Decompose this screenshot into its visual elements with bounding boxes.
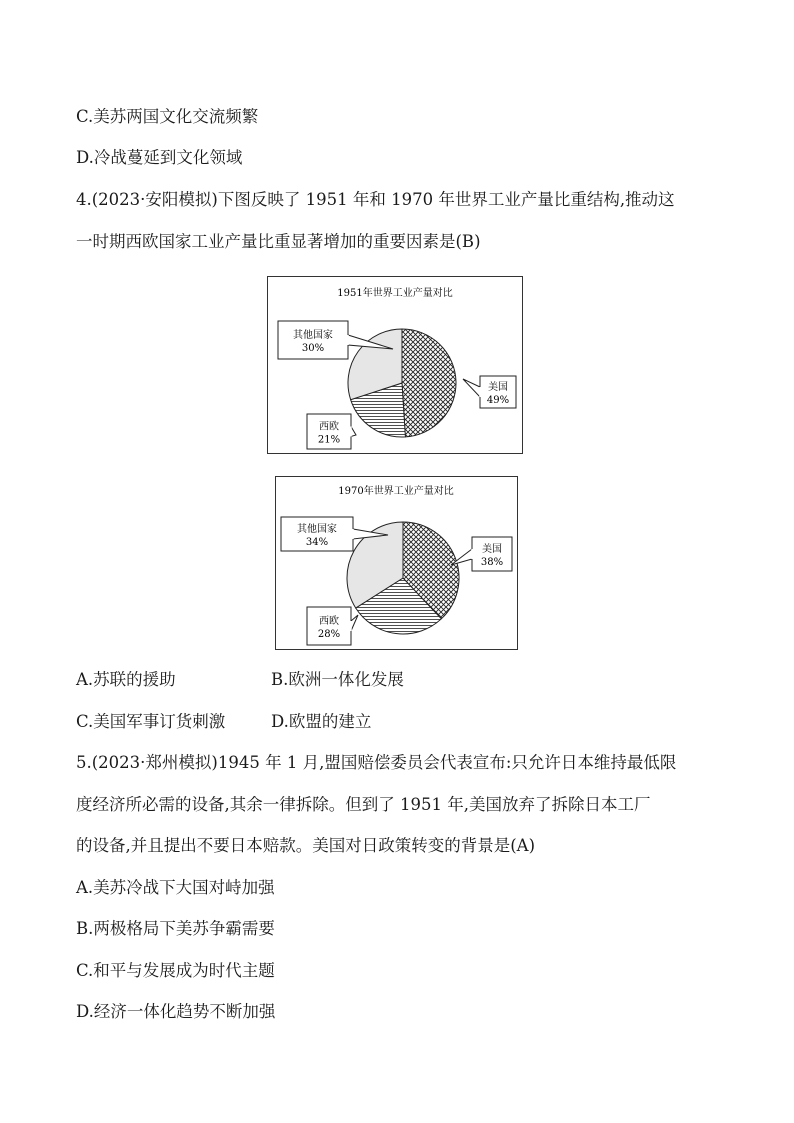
pie-slice-0 bbox=[402, 329, 456, 437]
q5-option-c: C.和平与发展成为时代主题 bbox=[76, 961, 275, 980]
q4-stem-line2: 一时期西欧国家工业产量比重显著增加的重要因素是(B) bbox=[76, 232, 481, 251]
pie-chart-1970 bbox=[275, 476, 518, 650]
slice-percent: 30% bbox=[301, 343, 325, 354]
slice-name: 其他国家 bbox=[297, 524, 337, 535]
slice-name: 西欧 bbox=[319, 616, 339, 627]
q3-option-c: C.美苏两国文化交流频繁 bbox=[76, 107, 259, 126]
slice-name: 美国 bbox=[482, 544, 502, 555]
q5-stem-line3: 的设备,并且提出不要日本赔款。美国对日政策转变的背景是(A) bbox=[76, 836, 536, 855]
q5-option-a: A.美苏冷战下大国对峙加强 bbox=[76, 878, 275, 897]
q5-stem-line2: 度经济所必需的设备,其余一律拆除。但到了 1951 年,美国放弃了拆除日本工厂 bbox=[76, 795, 651, 814]
q4-option-a: A.苏联的援助 bbox=[76, 670, 176, 689]
q4-stem-line1: 4.(2023·安阳模拟)下图反映了 1951 年和 1970 年世界工业产量比重结构,推动这 bbox=[76, 190, 675, 209]
slice-name: 其他国家 bbox=[293, 330, 333, 341]
q4-option-c: C.美国军事订货刺激 bbox=[76, 712, 226, 731]
chart-title: 1951年世界工业产量对比 bbox=[337, 288, 453, 299]
q5-stem-line1: 5.(2023·郑州模拟)1945 年 1 月,盟国赔偿委员会代表宣布:只允许日本维持最低限 bbox=[76, 753, 677, 772]
q5-option-d: D.经济一体化趋势不断加强 bbox=[76, 1002, 276, 1021]
slice-name: 西欧 bbox=[319, 421, 339, 433]
slice-callout-0 bbox=[463, 376, 516, 408]
slice-percent: 28% bbox=[317, 629, 341, 640]
pie-chart-1951 bbox=[267, 276, 523, 454]
slice-percent: 38% bbox=[480, 557, 504, 568]
slice-name: 美国 bbox=[488, 382, 508, 393]
slice-percent: 49% bbox=[486, 395, 510, 406]
slice-percent: 21% bbox=[317, 434, 341, 446]
chart-title: 1970年世界工业产量对比 bbox=[338, 486, 454, 497]
slice-callout-1 bbox=[307, 414, 356, 449]
slice-percent: 34% bbox=[305, 537, 329, 548]
q4-option-b: B.欧洲一体化发展 bbox=[271, 670, 404, 689]
q4-option-d: D.欧盟的建立 bbox=[271, 712, 372, 731]
slice-callout-0 bbox=[451, 537, 512, 571]
slice-callout-1 bbox=[307, 607, 358, 645]
q3-option-d: D.冷战蔓延到文化领域 bbox=[76, 148, 243, 167]
q5-option-b: B.两极格局下美苏争霸需要 bbox=[76, 919, 275, 938]
